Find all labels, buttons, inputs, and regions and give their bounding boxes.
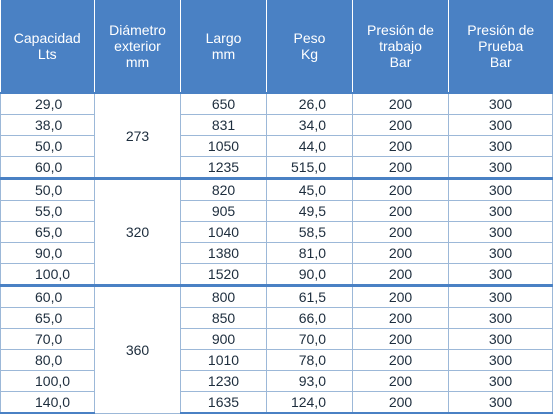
cell-peso: 58,5 — [267, 222, 353, 243]
cell-peso: 44,0 — [267, 136, 353, 157]
header-presion-trabajo: Presión de trabajo Bar — [353, 0, 449, 93]
cell-presion-trabajo: 200 — [353, 308, 449, 329]
cell-presion-prueba: 300 — [449, 136, 553, 157]
cell-peso: 81,0 — [267, 243, 353, 264]
cell-largo: 1635 — [181, 392, 267, 414]
cell-largo: 850 — [181, 308, 267, 329]
cell-capacidad: 50,0 — [1, 136, 95, 157]
cell-largo: 831 — [181, 115, 267, 136]
table-row — [1, 136, 553, 157]
cell-capacidad: 70,0 — [1, 329, 95, 350]
cell-peso: 515,0 — [267, 157, 353, 179]
cell-capacidad: 50,0 — [1, 179, 95, 201]
table-row — [1, 371, 553, 392]
header-peso: Peso Kg — [267, 0, 353, 93]
cell-presion-trabajo: 200 — [353, 222, 449, 243]
cell-presion-trabajo: 200 — [353, 179, 449, 201]
cell-largo: 1520 — [181, 264, 267, 286]
cell-presion-trabajo: 200 — [353, 392, 449, 414]
cell-presion-prueba: 300 — [449, 222, 553, 243]
cell-largo: 905 — [181, 201, 267, 222]
cell-presion-trabajo: 200 — [353, 201, 449, 222]
cell-peso: 34,0 — [267, 115, 353, 136]
cell-capacidad: 65,0 — [1, 308, 95, 329]
table-row — [1, 115, 553, 136]
cell-presion-prueba: 300 — [449, 201, 553, 222]
cell-diametro-exterior: 360 — [95, 286, 181, 414]
table-row — [1, 243, 553, 264]
table-row — [1, 308, 553, 329]
table-row — [1, 329, 553, 350]
table-body — [1, 93, 553, 413]
cell-peso: 124,0 — [267, 392, 353, 414]
cell-capacidad: 140,0 — [1, 392, 95, 414]
cell-diametro-exterior: 273 — [95, 93, 181, 179]
cell-largo: 800 — [181, 286, 267, 308]
cell-capacidad: 90,0 — [1, 243, 95, 264]
cell-capacidad: 100,0 — [1, 371, 95, 392]
cell-presion-prueba: 300 — [449, 93, 553, 115]
cell-peso: 78,0 — [267, 350, 353, 371]
cell-peso: 45,0 — [267, 179, 353, 201]
table-row — [1, 392, 553, 414]
cell-largo: 820 — [181, 179, 267, 201]
cell-capacidad: 60,0 — [1, 286, 95, 308]
header-diametro-exterior: Diámetro exterior mm — [95, 0, 181, 93]
cell-presion-trabajo: 200 — [353, 115, 449, 136]
table-row — [1, 93, 553, 115]
cell-largo: 1235 — [181, 157, 267, 179]
header-presion-prueba: Presión de Prueba Bar — [449, 0, 553, 93]
cell-presion-prueba: 300 — [449, 350, 553, 371]
table-row — [1, 201, 553, 222]
cell-largo: 1230 — [181, 371, 267, 392]
cell-capacidad: 65,0 — [1, 222, 95, 243]
table-row — [1, 350, 553, 371]
cell-peso: 90,0 — [267, 264, 353, 286]
cell-largo: 1010 — [181, 350, 267, 371]
cell-largo: 1040 — [181, 222, 267, 243]
header-largo: Largo mm — [181, 0, 267, 93]
header-capacidad: Capacidad Lts — [1, 0, 95, 93]
cell-capacidad: 60,0 — [1, 157, 95, 179]
cell-presion-prueba: 300 — [449, 157, 553, 179]
table-row — [1, 264, 553, 286]
cell-presion-prueba: 300 — [449, 264, 553, 286]
cell-capacidad: 55,0 — [1, 201, 95, 222]
cell-presion-prueba: 300 — [449, 179, 553, 201]
cell-capacidad: 29,0 — [1, 93, 95, 115]
cell-largo: 1050 — [181, 136, 267, 157]
table-header — [1, 0, 553, 93]
cell-peso: 93,0 — [267, 371, 353, 392]
table-row — [1, 222, 553, 243]
cell-largo: 650 — [181, 93, 267, 115]
cell-largo: 1380 — [181, 243, 267, 264]
cell-presion-trabajo: 200 — [353, 157, 449, 179]
cell-presion-prueba: 300 — [449, 115, 553, 136]
cell-presion-prueba: 300 — [449, 329, 553, 350]
cell-peso: 66,0 — [267, 308, 353, 329]
cell-largo: 900 — [181, 329, 267, 350]
cell-capacidad: 100,0 — [1, 264, 95, 286]
cell-presion-prueba: 300 — [449, 371, 553, 392]
cell-presion-trabajo: 200 — [353, 371, 449, 392]
cell-presion-prueba: 300 — [449, 286, 553, 308]
table-row — [1, 179, 553, 201]
cell-diametro-exterior: 320 — [95, 179, 181, 286]
cell-presion-prueba: 300 — [449, 392, 553, 414]
cell-presion-trabajo: 200 — [353, 93, 449, 115]
cell-capacidad: 38,0 — [1, 115, 95, 136]
cell-capacidad: 80,0 — [1, 350, 95, 371]
cell-presion-trabajo: 200 — [353, 286, 449, 308]
cell-peso: 61,5 — [267, 286, 353, 308]
cell-presion-trabajo: 200 — [353, 350, 449, 371]
cell-presion-trabajo: 200 — [353, 264, 449, 286]
cell-peso: 26,0 — [267, 93, 353, 115]
cell-presion-trabajo: 200 — [353, 136, 449, 157]
header-row — [1, 0, 553, 93]
cell-presion-trabajo: 200 — [353, 243, 449, 264]
cell-peso: 49,5 — [267, 201, 353, 222]
cell-peso: 70,0 — [267, 329, 353, 350]
cell-presion-prueba: 300 — [449, 308, 553, 329]
cell-presion-trabajo: 200 — [353, 329, 449, 350]
table-row — [1, 157, 553, 179]
cell-presion-prueba: 300 — [449, 243, 553, 264]
table-row — [1, 286, 553, 308]
